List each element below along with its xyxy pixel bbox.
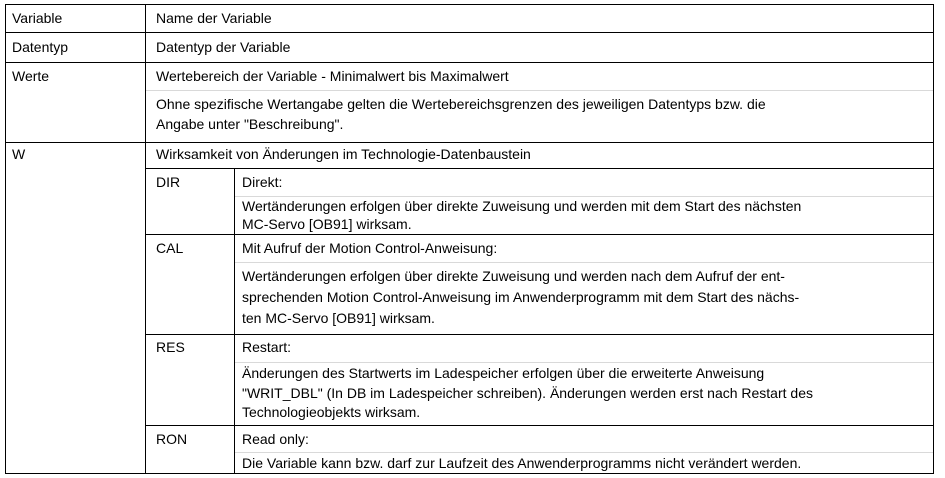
light-separator	[235, 262, 933, 263]
cal-title: Mit Aufruf der Motion Control-Anweisung:	[242, 240, 498, 256]
subrow-divider	[145, 334, 933, 335]
res-line1: Änderungen des Startwerts im Ladespeicher erfolgen über die erweiterte Anweisung	[242, 365, 765, 381]
dir-line2: MC-Servo [OB91] wirksam.	[242, 216, 412, 232]
cal-line2: sprechenden Motion Control-Anweisung im Anwenderprogramm mit dem Start des nächs-	[242, 289, 800, 305]
light-separator	[146, 90, 933, 91]
row-desc-werte: Wertebereich der Variable - Minimalwert bis Maximalwert	[156, 68, 509, 84]
subrow-divider	[145, 234, 933, 235]
row-note-werte-line2: Angabe unter "Beschreibung".	[156, 116, 344, 132]
code-dir: DIR	[156, 174, 181, 190]
dir-title: Direkt:	[242, 174, 283, 190]
ron-line1: Die Variable kann bzw. darf zur Laufzeit des Anwenderprogramms nicht verändert werden.	[242, 455, 802, 471]
row-label-datentyp: Datentyp	[12, 39, 69, 55]
code-ron: RON	[156, 431, 188, 447]
row-desc-w: Wirksamkeit von Änderungen im Technologie-Datenbaustein	[156, 146, 531, 162]
row-label-variable: Variable	[12, 10, 63, 26]
res-line2: "WRIT_DBL" (In DB im Ladespeicher schreiben). Änderungen werden erst nach Restart des	[242, 385, 813, 401]
variable-definition-table	[5, 4, 934, 474]
light-separator	[235, 362, 933, 363]
subrow-divider	[145, 425, 933, 426]
res-title: Restart:	[242, 339, 292, 355]
cal-line3: ten MC-Servo [OB91] wirksam.	[242, 310, 435, 326]
row-label-w: W	[12, 146, 26, 162]
cal-line1: Wertänderungen erfolgen über direkte Zuweisung und werden nach dem Aufruf der ent-	[242, 268, 785, 284]
row-label-werte: Werte	[12, 68, 50, 84]
row-note-werte-line1: Ohne spezifische Wertangabe gelten die Wertebereichsgrenzen des jeweiligen Datentyps bzw. die	[156, 96, 766, 112]
dir-line1: Wertänderungen erfolgen über direkte Zuweisung und werden mit dem Start des nächsten	[242, 198, 802, 214]
subtable-top-line	[145, 168, 933, 169]
code-res: RES	[156, 339, 185, 355]
subtable-column-divider	[234, 168, 235, 473]
light-separator	[235, 452, 933, 453]
row-desc-datentyp: Datentyp der Variable	[156, 39, 291, 55]
row-desc-variable: Name der Variable	[156, 10, 272, 26]
code-cal: CAL	[156, 240, 184, 256]
res-line3: Technologieobjekts wirksam.	[242, 404, 421, 420]
column-divider	[145, 5, 146, 473]
light-separator	[235, 196, 933, 197]
ron-title: Read only:	[242, 431, 309, 447]
